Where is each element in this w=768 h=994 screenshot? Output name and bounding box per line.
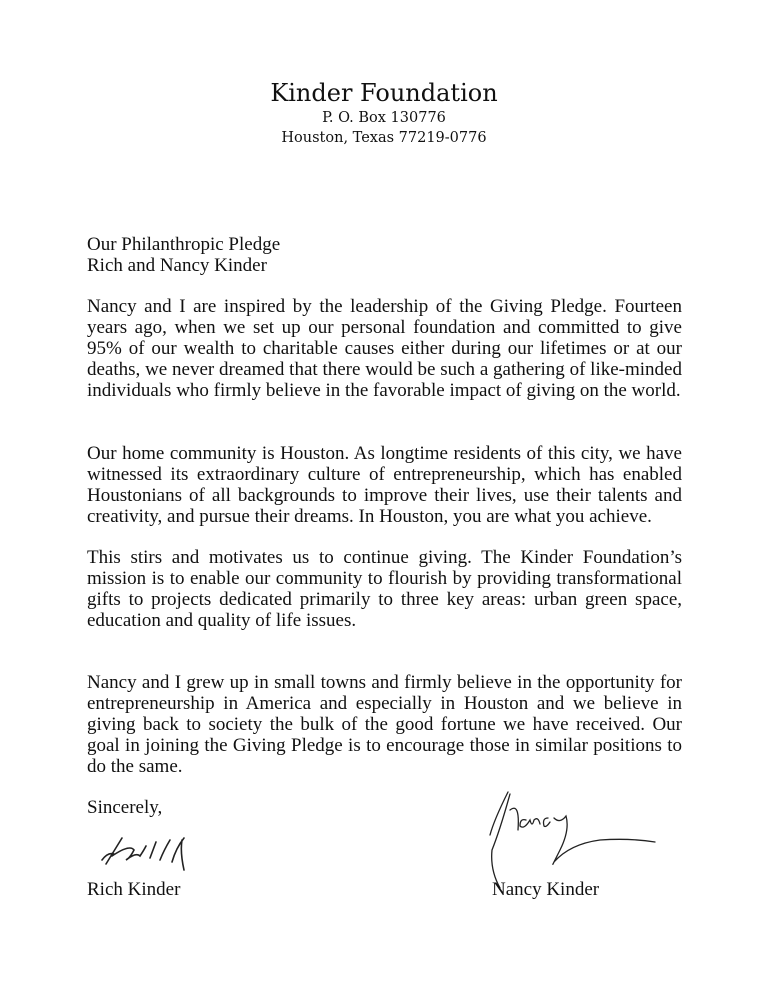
address-city: Houston, Texas 77219-0776	[281, 130, 487, 146]
signature-rich-icon	[100, 830, 195, 875]
body-paragraph: Our home community is Houston. As longtime residents of this city, we have witnessed its extraordinary culture of entrepreneurship, which has enabled Houstonians of all backgrounds to improve their lives, use their talents and creativity, and pursue their dreams. In Houston, you are what you achieve.	[87, 443, 682, 527]
signatory-name-rich: Rich Kinder	[87, 879, 181, 900]
address-po-box: P. O. Box 130776	[322, 110, 446, 126]
letter-heading	[87, 234, 682, 276]
body-paragraph: Nancy and I grew up in small towns and firmly believe in the opportunity for entrepreneurship in America and especially in Houston and we believe in giving back to society the bulk of the good fortune we have received. Our goal in joining the Giving Pledge is to encourage those in similar positions to do the same.	[87, 672, 682, 777]
body-paragraph: This stirs and motivates us to continue giving. The Kinder Foundation’s mission is to enable our community to flourish by providing transformational gifts to projects dedicated primarily to three key areas: urban green space, education and quality of life issues.	[87, 547, 682, 631]
letter-authors: Rich and Nancy Kinder	[87, 255, 267, 276]
body-paragraph: Nancy and I are inspired by the leadership of the Giving Pledge. Fourteen years ago, when we set up our personal foundation and committed to give 95% of our wealth to charitable causes either during our lifetimes or at our deaths, we never dreamed that there would be such a gathering of like-minded individuals who firmly believe in the favorable impact of giving on the world.	[87, 296, 682, 401]
letterhead	[0, 78, 768, 148]
valediction: Sincerely,	[87, 797, 163, 818]
letter-title: Our Philanthropic Pledge	[87, 234, 281, 255]
signature-nancy-icon	[480, 790, 660, 890]
signatory-name-nancy: Nancy Kinder	[492, 879, 600, 900]
organization-name: Kinder Foundation	[270, 79, 498, 107]
